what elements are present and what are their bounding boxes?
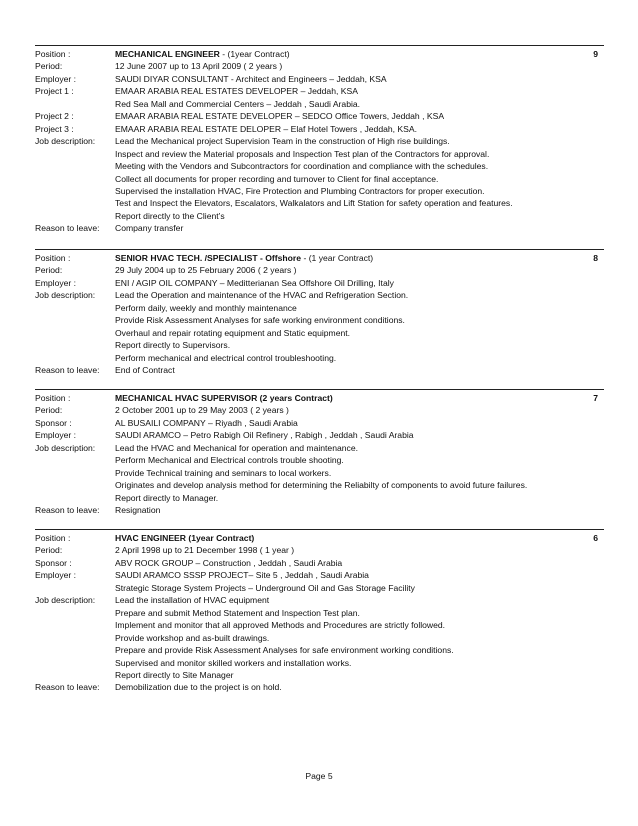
field-value (115, 504, 584, 516)
field-label: Job description: (35, 136, 96, 147)
field-text: Test and Inspect the Elevators, Escalators, Walkalators and Lift Station for safety operation and features. (115, 198, 513, 209)
job-line (35, 264, 604, 276)
field-text: Supervised the installation HVAC, Fire Protection and Plumbing Contractors for proper execution. (115, 185, 485, 196)
field-label: Period: (35, 405, 63, 416)
field-value (115, 582, 584, 594)
field-value (115, 302, 584, 314)
field-value (115, 123, 584, 135)
field-text: EMAAR ARABIA REAL ESTATES DEVELOPER – Jeddah, KSA (115, 86, 358, 97)
section-divider (35, 249, 604, 250)
field-text: Report directly to Manager. (115, 492, 219, 503)
job-number: 7 (593, 393, 598, 403)
field-value (115, 492, 584, 504)
field-value (115, 681, 584, 693)
field-value (115, 392, 584, 404)
job-number: 8 (593, 253, 598, 263)
field-text: Originates and develop analysis method for determining the Reliabilty of components to avoid future failures. (115, 480, 528, 491)
job-line (35, 85, 604, 97)
field-value (115, 60, 584, 72)
job-line (35, 148, 604, 160)
job-line (35, 252, 604, 264)
field-text: EMAAR ARABIA REAL ESTATE DELOPER – Elaf Hotel Towers , Jeddah, KSA. (115, 123, 418, 134)
field-text: Lead the installation of HVAC equipment (115, 595, 270, 606)
job-line (35, 657, 604, 669)
field-value (115, 173, 584, 185)
job-line (35, 544, 604, 556)
job-line (35, 60, 604, 72)
field-value (115, 252, 584, 264)
field-text: Strategic Storage System Projects – Underground Oil and Gas Storage Facility (115, 582, 415, 593)
field-text: Lead the Operation and maintenance of the HVAC and Refrigeration Section. (115, 290, 409, 301)
field-text: - (1year Contract) (219, 49, 290, 59)
field-value (115, 327, 584, 339)
field-text: 2 October 2001 up to 29 May 2003 ( 2 years ) (115, 405, 289, 416)
field-text: Perform mechanical and electrical control troubleshooting. (115, 352, 337, 363)
job-line (35, 364, 604, 376)
field-value (115, 148, 584, 160)
job-line (35, 135, 604, 147)
field-text: ABV ROCK GROUP – Construction , Jeddah , Saudi Arabia (115, 557, 343, 568)
field-text: Perform daily, weekly and monthly maintenance (115, 302, 297, 313)
field-label: Project 3 : (35, 123, 74, 134)
job-line (35, 619, 604, 631)
job-line (35, 582, 604, 594)
field-label: Position : (35, 533, 71, 543)
position-title: MECHANICAL HVAC SUPERVISOR (115, 393, 258, 403)
field-value (115, 417, 584, 429)
field-value (115, 557, 584, 569)
job-line (35, 607, 604, 619)
job-line (35, 302, 604, 314)
field-value (115, 264, 584, 276)
job-line (35, 289, 604, 301)
field-value (115, 135, 584, 147)
job-line (35, 417, 604, 429)
field-label: Reason to leave: (35, 682, 100, 693)
job-line (35, 632, 604, 644)
field-text: SAUDI ARAMCO – Petro Rabigh Oil Refinery , Rabigh , Jeddah , Saudi Arabia (115, 430, 414, 441)
field-text: End of Contract (115, 365, 175, 376)
job-line (35, 48, 604, 60)
job-line (35, 492, 604, 504)
field-value (115, 48, 584, 60)
job-line (35, 404, 604, 416)
field-label: Job description: (35, 290, 96, 301)
field-text: - (1 year Contract) (301, 253, 374, 263)
field-value (115, 364, 584, 376)
field-value (115, 429, 584, 441)
field-text: Provide workshop and as-built drawings. (115, 632, 270, 643)
field-value (115, 442, 584, 454)
field-value (115, 289, 584, 301)
field-value (115, 644, 584, 656)
field-label: Period: (35, 265, 63, 276)
field-label: Reason to leave: (35, 505, 100, 516)
field-text: Report directly to the Client’s (115, 210, 225, 221)
job-line (35, 644, 604, 656)
field-value (115, 532, 584, 544)
field-text: AL BUSAILI COMPANY – Riyadh , Saudi Arabia (115, 417, 298, 428)
field-label: Employer : (35, 570, 77, 581)
field-value (115, 160, 584, 172)
field-text: Implement and monitor that all approved Methods and Procedures are strictly followed. (115, 620, 446, 631)
job-line (35, 681, 604, 693)
field-label: Sponsor : (35, 557, 72, 568)
field-text: Provide Technical training and seminars to local workers. (115, 467, 332, 478)
field-label: Employer : (35, 430, 77, 441)
field-text: 29 July 2004 up to 25 February 2006 ( 2 years ) (115, 265, 297, 276)
job-line (35, 479, 604, 491)
field-label: Employer : (35, 277, 77, 288)
job-line (35, 185, 604, 197)
field-value (115, 569, 584, 581)
field-value (115, 619, 584, 631)
job-line (35, 173, 604, 185)
field-text: Provide Risk Assessment Analyses for safe working environment conditions. (115, 315, 405, 326)
field-text: Report directly to Supervisors. (115, 340, 231, 351)
field-text: Perform Mechanical and Electrical controls trouble shooting. (115, 455, 344, 466)
field-label: Job description: (35, 595, 96, 606)
job-number: 9 (593, 49, 598, 59)
section-divider (35, 389, 604, 390)
field-value (115, 352, 584, 364)
field-label: Employer : (35, 73, 77, 84)
field-text: Prepare and submit Method Statement and Inspection Test plan. (115, 607, 360, 618)
field-text: Supervised and monitor skilled workers and installation works. (115, 657, 352, 668)
section-divider (35, 529, 604, 530)
job-line (35, 222, 604, 234)
field-text: 12 June 2007 up to 13 April 2009 ( 2 years ) (115, 61, 283, 72)
job-line (35, 160, 604, 172)
section-divider (35, 45, 604, 46)
field-value (115, 210, 584, 222)
contract-duration: (2 years Contract) (257, 393, 333, 403)
field-text: Prepare and provide Risk Assessment Analyses for safe environment working conditions. (115, 645, 454, 656)
field-value (115, 454, 584, 466)
job-line (35, 392, 604, 404)
field-label: Project 2 : (35, 111, 74, 122)
field-label: Reason to leave: (35, 365, 100, 376)
job-line (35, 669, 604, 681)
field-text: Lead the Mechanical project Supervision Team in the construction of High rise buildings. (115, 136, 450, 147)
field-value (115, 339, 584, 351)
job-line (35, 442, 604, 454)
job-line (35, 277, 604, 289)
field-label: Period: (35, 61, 63, 72)
field-label: Reason to leave: (35, 223, 100, 234)
job-line (35, 557, 604, 569)
field-text: SAUDI ARAMCO SSSP PROJECT– Site 5 , Jeddah , Saudi Arabia (115, 570, 369, 581)
job-line (35, 327, 604, 339)
position-title: MECHANICAL ENGINEER (115, 49, 220, 59)
contract-duration: (1year Contract) (186, 533, 255, 543)
field-value (115, 98, 584, 110)
field-value (115, 467, 584, 479)
field-value (115, 197, 584, 209)
field-value (115, 607, 584, 619)
field-label: Position : (35, 49, 71, 59)
field-value (115, 85, 584, 97)
field-text: Red Sea Mall and Commercial Centers – Jeddah , Saudi Arabia. (115, 98, 361, 109)
job-line (35, 352, 604, 364)
position-title: HVAC ENGINEER (115, 533, 186, 543)
field-text: EMAAR ARABIA REAL ESTATE DEVELOPER – SEDCO Office Towers, Jeddah , KSA (115, 111, 445, 122)
job-line (35, 110, 604, 122)
field-value (115, 657, 584, 669)
field-text: Lead the HVAC and Mechanical for operation and maintenance. (115, 442, 359, 453)
job-line (35, 197, 604, 209)
field-label: Project 1 : (35, 86, 74, 97)
field-value (115, 185, 584, 197)
job-line (35, 73, 604, 85)
field-value (115, 594, 584, 606)
job-line (35, 467, 604, 479)
field-text: Collect all documents for proper recording and turnover to Client for final acceptance. (115, 173, 439, 184)
job-line (35, 429, 604, 441)
field-label: Sponsor : (35, 417, 72, 428)
job-number: 6 (593, 533, 598, 543)
job-line (35, 123, 604, 135)
field-text: Demobilization due to the project is on hold. (115, 682, 282, 693)
job-line (35, 339, 604, 351)
field-text: Company transfer (115, 223, 184, 234)
job-line (35, 210, 604, 222)
field-value (115, 669, 584, 681)
field-value (115, 544, 584, 556)
field-value (115, 222, 584, 234)
field-text: Meeting with the Vendors and Subcontractors for coordination and compliance with the schedules. (115, 161, 489, 172)
field-value (115, 404, 584, 416)
field-text: ENI / AGIP OIL COMPANY – Meditterianan Sea Offshore Oil Drilling, Italy (115, 277, 394, 288)
field-value (115, 479, 584, 491)
field-value (115, 314, 584, 326)
field-text: Inspect and review the Material proposals and Inspection Test plan of the Contractors for approval. (115, 148, 490, 159)
job-line (35, 454, 604, 466)
field-text: 2 April 1998 up to 21 December 1998 ( 1 year ) (115, 545, 295, 556)
job-line (35, 569, 604, 581)
field-label: Position : (35, 393, 71, 403)
field-label: Position : (35, 253, 71, 263)
job-line (35, 314, 604, 326)
job-line (35, 504, 604, 516)
page-number: Page 5 (305, 771, 333, 781)
field-value (115, 277, 584, 289)
job-line (35, 594, 604, 606)
field-value (115, 632, 584, 644)
field-text: SAUDI DIYAR CONSULTANT - Architect and Engineers – Jeddah, KSA (115, 73, 387, 84)
job-line (35, 532, 604, 544)
position-title: SENIOR HVAC TECH. /SPECIALIST - Offshore (115, 253, 302, 263)
field-value (115, 110, 584, 122)
job-line (35, 98, 604, 110)
field-text: Report directly to Site Manager (115, 669, 234, 680)
field-text: Resignation (115, 505, 161, 516)
field-text: Overhaul and repair rotating equipment and Static equipment. (115, 327, 351, 338)
field-value (115, 73, 584, 85)
field-label: Job description: (35, 442, 96, 453)
field-label: Period: (35, 545, 63, 556)
